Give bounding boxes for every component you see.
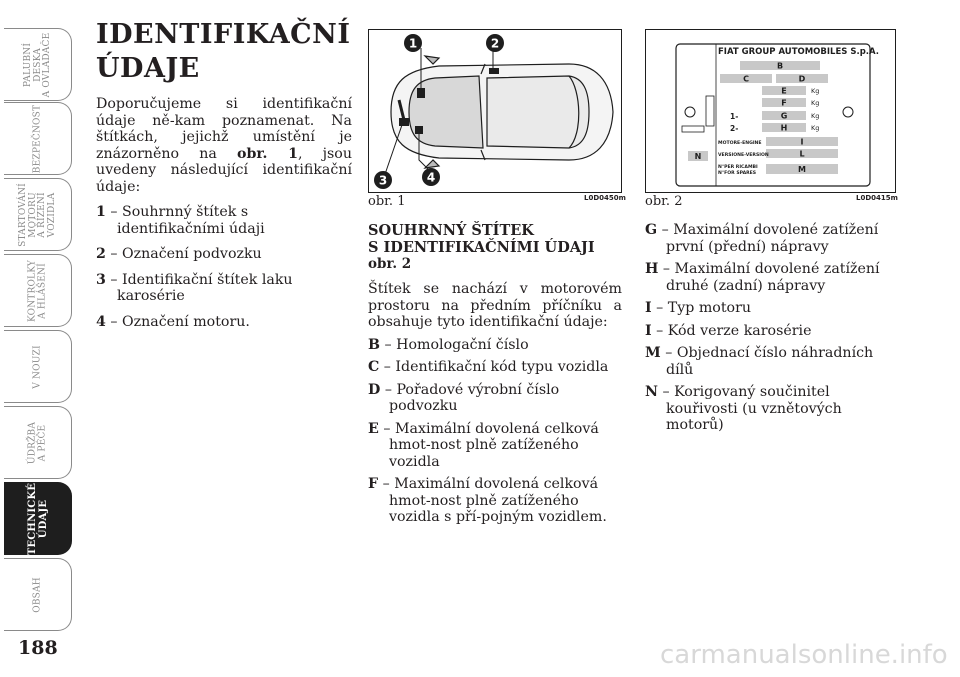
plate-field-d: D [798, 74, 806, 84]
tab-palubni-deska[interactable] [4, 28, 72, 101]
item-text: Homologační číslo [396, 336, 529, 353]
tab-label: TECHNICKÉ ÚDAJE [26, 482, 49, 555]
item-key: G [645, 222, 658, 238]
intro-text: , jsou uvedeny následující identifikační údaje: [96, 145, 352, 195]
figure-2-id-plate [645, 29, 896, 193]
svg-text:2: 2 [490, 36, 500, 51]
figure-1-caption: obr. 1 [368, 194, 406, 209]
plate-field-e: E [781, 86, 787, 96]
item-key: C [368, 359, 380, 375]
list-item: B – Homologační číslo [368, 336, 529, 353]
label-spot [399, 118, 409, 126]
tab-v-nouzi[interactable] [4, 330, 72, 403]
tab-label: OBSAH [31, 576, 42, 613]
tab-obsah[interactable] [4, 558, 72, 631]
heading-line: S IDENTIFIKAČNÍMI ÚDAJI [368, 239, 595, 256]
intro-paragraph [96, 96, 352, 195]
list-item: C – Identifikační kód typu vozidla [368, 359, 609, 375]
heading-line: SOUHRNNÝ ŠTÍTEK [368, 222, 534, 239]
unit-label: Kg [811, 124, 820, 132]
item-text: Pořadové výrobní číslo podvozku [389, 381, 560, 414]
figure-1-car-top-view [368, 29, 622, 193]
plate-label-version: VERSIONE-VERSION [718, 153, 769, 158]
item-key: E [368, 420, 379, 437]
car-top-view-illustration [369, 30, 621, 192]
item-text: Označení motoru. [122, 313, 250, 330]
figure-1-code: L0D0450m [584, 194, 626, 202]
unit-label: Kg [811, 99, 820, 107]
axle-row-label: 1- [730, 112, 739, 121]
svg-text:4: 4 [426, 170, 436, 185]
item-key: 3 [96, 271, 106, 288]
item-key: 1 [96, 204, 106, 220]
list-item: I – Typ motoru [645, 300, 751, 316]
intro-text: Doporučujeme si identifikační údaje ně-kam poznamenat. Na štítkách, jejichž umístění je znázorněno na [96, 96, 352, 162]
item-key: 4 [96, 313, 106, 330]
item-key: I [645, 300, 652, 316]
list-item: G – Maximální dovolené zatížení první (přední) nápravy [645, 222, 879, 255]
callout-2 [486, 34, 504, 52]
unit-label: Kg [811, 87, 820, 95]
tab-label: V NOUZI [31, 344, 42, 389]
svg-text:1: 1 [408, 36, 418, 51]
plate-field-g: G [780, 111, 788, 121]
plate-label-spares: N°PER RICAMBI [718, 165, 758, 170]
list-item: H – Maximální dovolené zatížení druhé (zadní) nápravy [645, 261, 880, 294]
item-text: Maximální dovolená celková hmot-nost plně zatíženého vozidla [389, 420, 599, 470]
unit-label: Kg [811, 112, 820, 120]
plate-field-l: L [799, 149, 805, 159]
watermark: carmanualsonline.info [660, 640, 948, 670]
figure-reference: obr. 1 [237, 145, 298, 162]
id-plate-illustration [646, 30, 895, 192]
item-text: Maximální dovolené zatížení druhé (zadní) nápravy [666, 261, 880, 294]
item-text: Typ motoru [667, 300, 751, 316]
tab-label: ÚDRŽBA A PÉČE [27, 421, 47, 464]
item-key: M [645, 345, 661, 361]
tab-label: STARTOVÁNÍ MOTORU A ŘÍZENÍ VOZIDLA [17, 182, 56, 247]
list-item: I – Kód verze karosérie [645, 322, 812, 339]
item-text: Maximální dovolená celková hmot-nost plně zatíženého vozidla s pří-pojným vozidlem. [389, 476, 607, 525]
item-key: B [368, 336, 380, 353]
list-item: 4 – Označení motoru. [96, 313, 250, 330]
tab-label: KONTROLKY A HLÁŠENÍ [27, 259, 47, 322]
tab-startovani[interactable] [4, 178, 72, 251]
tab-label: PALUBNÍ DESKA A OVLADAČE [22, 32, 52, 97]
item-key: N [645, 384, 658, 400]
list-item: F – Maximální dovolená celková hmot-nost plně zatíženého vozidla s pří-pojným vozidlem. [368, 476, 607, 525]
list-item: 3 – Identifikační štítek laku karosérie [96, 271, 293, 304]
item-text: Identifikační kód typu vozidla [395, 359, 609, 375]
item-key: H [645, 261, 659, 277]
section-heading [368, 222, 622, 256]
plate-field-n: N [694, 152, 702, 161]
plate-field-b: B [776, 61, 784, 71]
page-number: 188 [18, 637, 58, 659]
plate-label-engine: MOTORE-ENGINE [718, 141, 762, 146]
axle-row-label: 2- [730, 124, 739, 133]
list-item: 2 – Označení podvozku [96, 246, 262, 262]
list-item: N – Korigovaný součinitel kouřivosti (u vznětových motorů) [645, 384, 842, 433]
item-key: I [645, 322, 652, 339]
plate-items-column [645, 222, 896, 434]
item-key: F [368, 476, 379, 492]
callout-3 [374, 171, 392, 189]
item-text: Souhrnný štítek s identifikačními údaji [117, 204, 265, 237]
tab-technicke-udaje[interactable] [4, 482, 72, 555]
tab-bezpecnost[interactable] [4, 102, 72, 175]
title-line: ÚDAJE [96, 53, 200, 84]
intro-column [96, 18, 352, 330]
section-figure-ref: obr. 2 [368, 256, 412, 272]
label-spot [489, 68, 499, 74]
item-text: Objednací číslo náhradních dílů [666, 345, 874, 378]
title-line: IDENTIFIKAČNÍ [96, 19, 351, 50]
page-title [96, 18, 352, 86]
tab-kontrolky[interactable] [4, 254, 72, 327]
plate-field-h: H [780, 123, 788, 133]
figure-2-caption: obr. 2 [645, 194, 683, 209]
plate-field-m: M [798, 165, 806, 174]
item-text: Kód verze karosérie [667, 322, 812, 339]
item-text: Maximální dovolené zatížení první (přední) nápravy [666, 222, 879, 255]
plate-field-c: C [743, 74, 749, 84]
plate-header: FIAT GROUP AUTOMOBILES S.p.A. [718, 47, 879, 57]
item-key: 2 [96, 246, 106, 262]
figure-2-code: L0D0415m [856, 194, 898, 202]
item-text: Identifikační štítek laku karosérie [117, 271, 293, 304]
callout-1 [404, 34, 422, 52]
item-text: Označení podvozku [122, 246, 262, 262]
tab-udrzba[interactable] [4, 406, 72, 479]
tab-label: BEZPEČNOST [31, 104, 42, 173]
item-text: Korigovaný součinitel kouřivosti (u vznětových motorů) [666, 384, 842, 433]
list-item: M – Objednací číslo náhradních dílů [645, 345, 874, 378]
plate-field-f: F [781, 98, 787, 108]
list-item: D – Pořadové výrobní číslo podvozku [368, 381, 560, 414]
callout-4 [422, 168, 440, 186]
section-intro: Štítek se nachází v motorovém prostoru na předním příčníku a obsahuje tyto identifikační údaje: [368, 281, 622, 330]
list-item: 1 – Souhrnný štítek s identifikačními údaji [96, 204, 265, 237]
item-key: D [368, 381, 381, 398]
list-item: E – Maximální dovolená celková hmot-nost plně zatíženého vozidla [368, 420, 599, 470]
plate-section-column [368, 222, 622, 526]
plate-field-i: I [800, 137, 804, 147]
plate-label-spares: N°FOR SPARES [718, 171, 757, 176]
svg-text:3: 3 [378, 173, 388, 188]
